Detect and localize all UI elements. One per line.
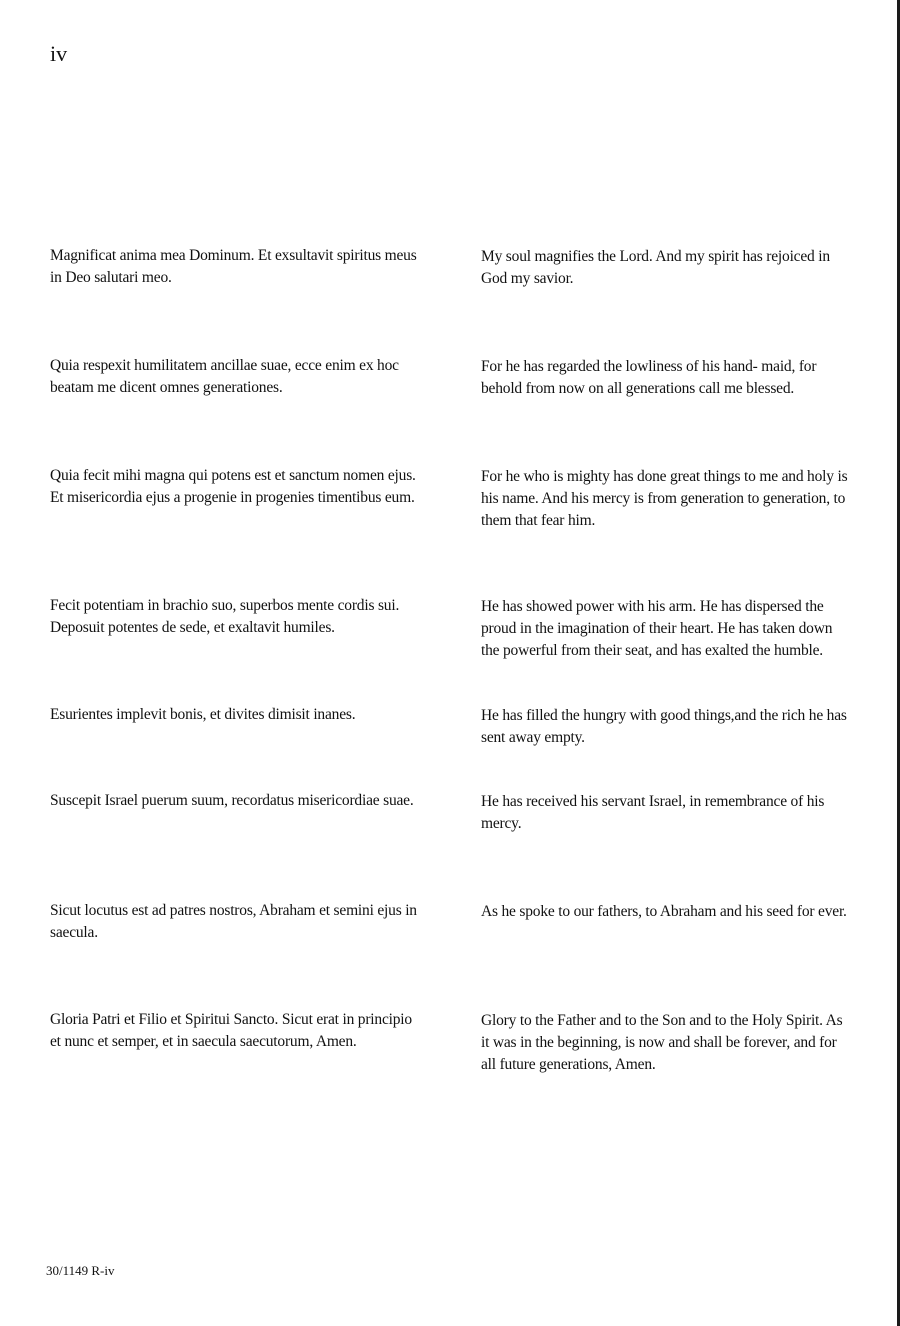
english-verse-7: As he spoke to our fathers, to Abraham and his seed for ever. [481, 903, 847, 920]
english-verse-2: For he has regarded the lowliness of his hand- maid, for behold from now on all generations call me blessed. [481, 358, 817, 397]
latin-verse-1: Magnificat anima mea Dominum. Et exsultavit spiritus meus in Deo salutari meo. [50, 247, 417, 286]
page-number: iv [50, 41, 68, 66]
latin-verse-2: Quia respexit humilitatem ancillae suae, ecce enim ex hoc beatam me dicent omnes generationes. [50, 357, 399, 396]
latin-verse-6: Suscepit Israel puerum suum, recordatus misericordiae suae. [50, 792, 414, 809]
latin-verse-3: Quia fecit mihi magna qui potens est et sanctum nomen ejus. Et misericordia ejus a progenie in progenies timentibus eum. [50, 467, 416, 506]
footer-code: 30/1149 R-iv [46, 1263, 115, 1278]
latin-verse-5: Esurientes implevit bonis, et divites dimisit inanes. [50, 706, 356, 723]
english-verse-3: For he who is mighty has done great things to me and holy is his name. And his mercy is from generation to generation, to them that fear him. [481, 468, 848, 529]
english-verse-5: He has filled the hungry with good things,and the rich he has sent away empty. [481, 707, 847, 746]
english-verse-8: Glory to the Father and to the Son and to the Holy Spirit. As it was in the beginning, is now and shall be forever, and for all future generations, Amen. [481, 1012, 843, 1073]
latin-verse-8: Gloria Patri et Filio et Spiritui Sancto. Sicut erat in principio et nunc et semper, et in saecula saecutorum, Amen. [50, 1011, 412, 1050]
latin-verse-7: Sicut locutus est ad patres nostros, Abraham et semini ejus in saecula. [50, 902, 417, 941]
english-verse-6: He has received his servant Israel, in remembrance of his mercy. [481, 793, 825, 832]
english-verse-4: He has showed power with his arm. He has dispersed the proud in the imagination of their heart. He has taken down the powerful from their seat, and has exalted the humble. [481, 598, 833, 659]
latin-verse-4: Fecit potentiam in brachio suo, superbos mente cordis sui. Deposuit potentes de sede, et exaltavit humiles. [50, 597, 400, 636]
english-verse-1: My soul magnifies the Lord. And my spirit has rejoiced in God my savior. [481, 248, 830, 287]
